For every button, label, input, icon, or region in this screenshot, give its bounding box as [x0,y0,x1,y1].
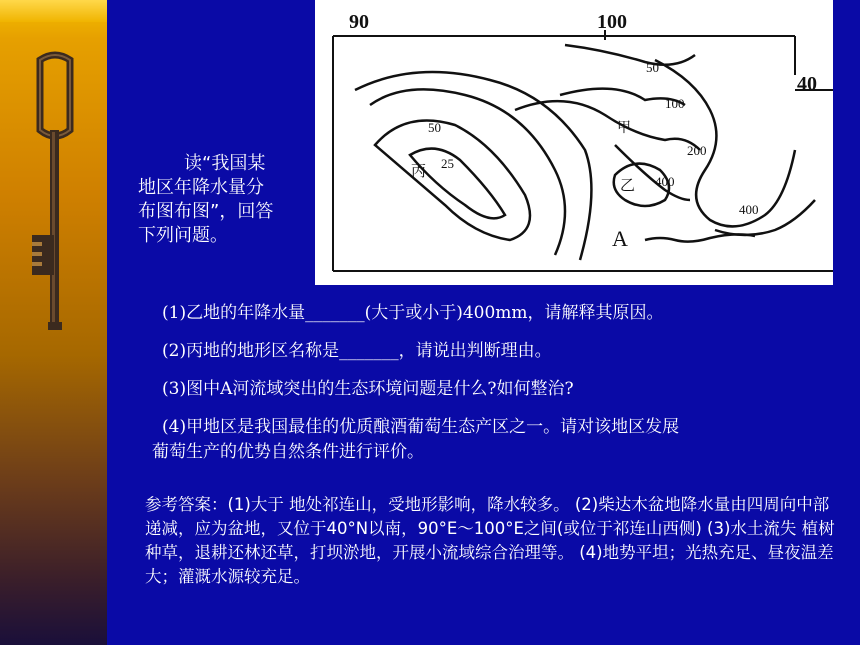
question-1: (1)乙地的年降水量_______(大于或小于)400mm，请解释其原因。 [162,303,664,323]
precipitation-map [315,0,833,285]
place-bing-label: 丙 [411,164,427,180]
question-2: (2)丙地的地形区名称是_______，请说出判断理由。 [162,341,552,361]
isoline-label-25: 25 [441,156,454,171]
isoline-label-100: 100 [665,96,685,111]
isoline-label-50-left: 50 [428,120,441,135]
reference-answer: 参考答案：(1)大于 地处祁连山，受地形影响，降水较多。 (2)柴达木盆地降水量由四周向中部递减，应为盆地，又位于40°N以南，90°E～100°E之间(或位于祁连山西侧) (3)水土流失 植树种草，退耕还林还草，打坝淤地，开展小流域综合治理等。 (4)地势平坦；光热充足、昼夜温差大；灌溉水源较充足。 [145,495,835,586]
question-3: (3)图中A河流域突出的生态环境问题是什么?如何整治? [162,379,574,399]
longitude-left-label: 90 [349,11,369,33]
place-yi-label: 乙 [620,178,636,194]
question-4-line-2: 葡萄生产的优势自然条件进行评价。 [152,442,424,462]
river-a-label: A [612,226,628,251]
gold-strip [0,0,107,22]
isoline-label-200: 200 [687,143,707,158]
place-jia-label: 甲 [617,121,631,136]
latitude-label: 40 [797,73,817,95]
decorative-side-band [0,0,107,645]
longitude-right-label: 100 [597,11,627,33]
question-4-line-1: (4)甲地区是我国最佳的优质酿酒葡萄生态产区之一。请对该地区发展 [162,417,680,437]
key-image [10,50,100,340]
isoline-label-400-right: 400 [739,202,759,217]
intro-text: 读“我国某地区年降水量分布图布图”，回答下列问题。 [138,153,274,246]
isolines [355,45,815,260]
isoline-label-400-yi: 400 [655,174,675,189]
isoline-map [315,0,833,285]
isoline-label-50-top: 50 [646,60,659,75]
